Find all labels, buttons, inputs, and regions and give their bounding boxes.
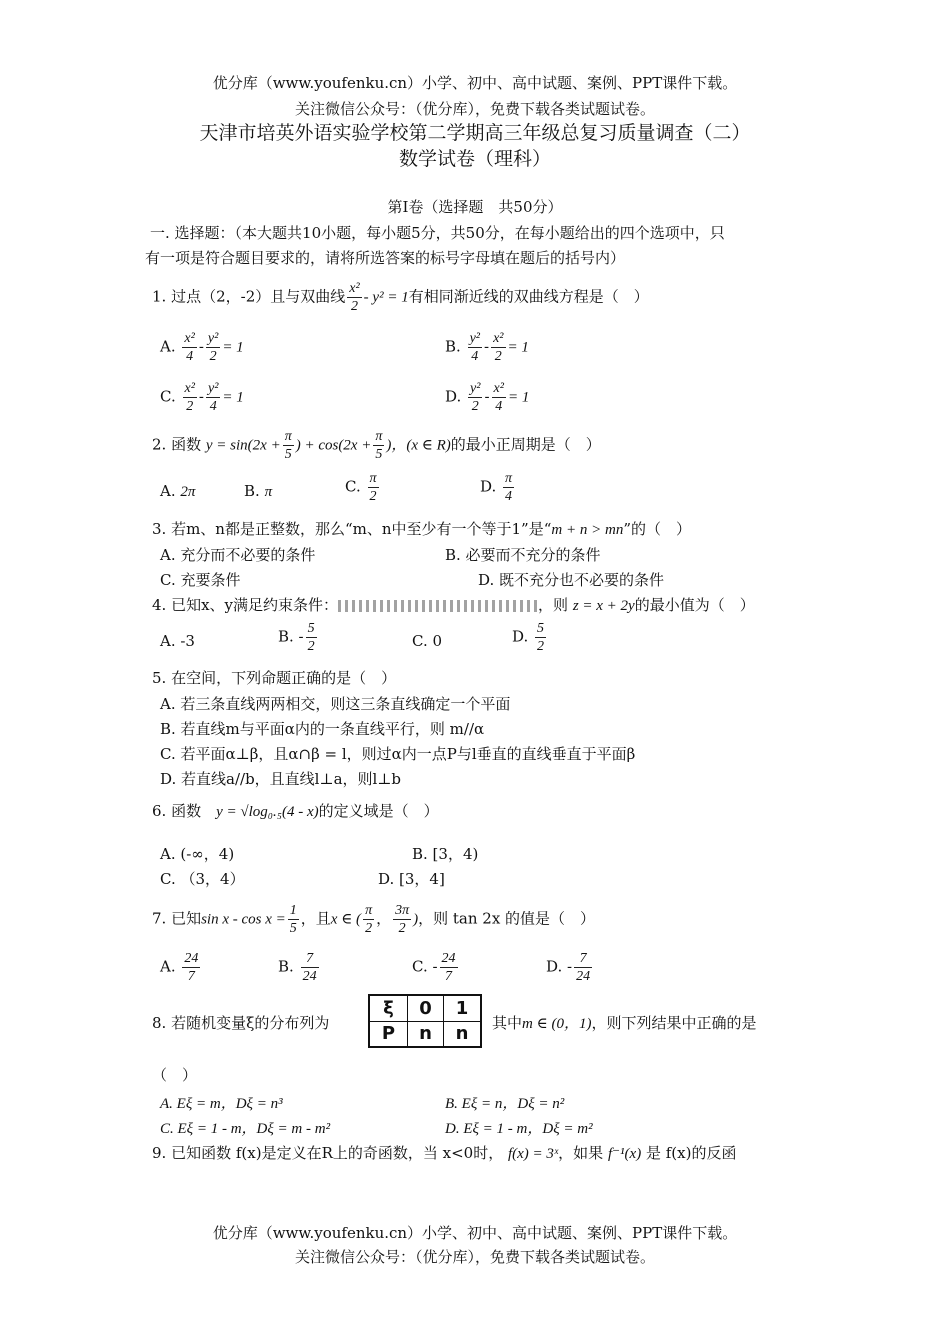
question-3-option-d[interactable]: D. 既不充分也不必要的条件 <box>478 571 665 589</box>
question-6-option-b[interactable]: B. [3，4) <box>412 845 479 863</box>
question-4-option-d[interactable]: D. $\frac{5}{2}$ <box>512 621 545 654</box>
question-3-option-b[interactable]: B. 必要而不充分的条件 <box>445 546 601 564</box>
question-7-option-d[interactable]: D. - $\frac{7}{24}$ <box>546 951 591 984</box>
page-title: 天津市培英外语实验学校第二学期高三年级总复习质量调查（二） <box>199 122 751 144</box>
question-3-option-a[interactable]: A. 充分而不必要的条件 <box>160 546 316 564</box>
question-3-option-c[interactable]: C. 充要条件 <box>160 571 241 589</box>
table-cell: P <box>369 1021 407 1047</box>
table-cell: 1 <box>444 995 481 1021</box>
question-2-option-b[interactable]: B. π <box>244 482 273 500</box>
question-8-answer-paren: （ ） <box>152 1066 198 1084</box>
question-2-option-d[interactable]: D. $\frac{\pi}{4}$ <box>480 471 513 504</box>
question-4-stem: 4. 已知x、y满足约束条件： ，则 z = x + 2y的最小值为（ ） <box>152 596 755 614</box>
question-6-option-d[interactable]: D. [3，4] <box>378 870 445 888</box>
question-1-option-d[interactable]: D. $\frac{\text{y²}}{2}$ - $\frac{\text{x²}}{4}$ = 1 <box>445 381 530 414</box>
question-7-stem: 7. 已知sin x - cos x = $\frac{1}{5}$ ，且x ∈ ( $\frac{\pi}{2}$ ， $\frac{3\pi}{2}$ )，则 tan 2x 的值是（ ） <box>152 903 596 936</box>
question-2-option-a[interactable]: A. 2π <box>160 482 196 500</box>
table-row <box>369 1021 481 1047</box>
question-5-option-a[interactable]: A. 若三条直线两两相交，则这三条直线确定一个平面 <box>160 695 511 713</box>
question-2-option-c[interactable]: C. $\frac{\pi}{2}$ <box>345 471 377 504</box>
question-4-option-c[interactable]: C. 0 <box>412 632 443 650</box>
distribution-table <box>368 994 482 1048</box>
question-1-option-a[interactable]: A. $\frac{\text{x²}}{4}$ - $\frac{\text{y²}}{2}$ = 1 <box>160 331 244 364</box>
question-6-option-c[interactable]: C. （3，4） <box>160 870 245 888</box>
fraction: $\frac{\text{x²}}{2}$ <box>349 281 360 314</box>
question-1-option-b[interactable]: B. $\frac{\text{y²}}{4}$ - $\frac{\text{x²}}{2}$ = 1 <box>445 331 529 364</box>
question-2-stem: 2. 函数 y = sin(2x + $\frac{\pi}{5}$ ) + cos(2x + $\frac{\pi}{5}$ )，(x ∈ R)的最小正周期是（ ） <box>152 429 601 462</box>
question-4-option-a[interactable]: A. -3 <box>160 632 195 650</box>
section-heading: 第I卷（选择题 共50分） <box>387 198 563 216</box>
question-7-option-a[interactable]: A. $\frac{24}{7}$ <box>160 951 199 984</box>
question-5-option-c[interactable]: C. 若平面α⊥β，且α∩β = l，则过α内一点P与l垂直的直线垂直于平面β <box>160 745 636 763</box>
question-6-option-a[interactable]: A. (-∞，4) <box>160 845 235 863</box>
header-watermark-line2: 关注微信公众号：（优分库），免费下载各类试题试卷。 <box>294 100 655 118</box>
question-6-stem: 6. 函数 y = √log₀.₅(4 - x)的定义域是（ ） <box>152 802 439 820</box>
header-watermark-line1: 优分库（www.youfenku.cn）小学、初中、高中试题、案例、PPT课件下载。 <box>212 74 738 92</box>
table-cell: 0 <box>407 995 443 1021</box>
question-9-stem: 9. 已知函数 f(x)是定义在R上的奇函数，当 x<0时， f(x) = 3ˣ，如果 f⁻¹(x) 是 f(x)的反函 <box>152 1144 737 1162</box>
question-8-option-d[interactable]: D. Eξ = 1 - m，Dξ = m² <box>445 1121 593 1137</box>
table-cell: ξ <box>369 995 407 1021</box>
question-8-option-a[interactable]: A. Eξ = m，Dξ = n³ <box>160 1096 283 1112</box>
question-8-stem-a: 8. 若随机变量ξ的分布列为 <box>152 1014 330 1032</box>
question-1-stem: 1. 过点（2，-2）且与双曲线 $\frac{\text{x²}}{2}$ - y² = 1有相同渐近线的双曲线方程是（ ） <box>152 281 649 314</box>
table-row <box>369 995 481 1021</box>
question-3-stem: 3. 若m、n都是正整数，那么“m、n中至少有一个等于1”是“m + n > mn”的（ ） <box>152 520 691 538</box>
constraint-image <box>338 600 538 612</box>
section-intro-line2: 有一项是符合题目要求的，请将所选答案的标号字母填在题后的括号内） <box>145 249 626 267</box>
footer-watermark-line1: 优分库（www.youfenku.cn）小学、初中、高中试题、案例、PPT课件下载。 <box>212 1224 738 1242</box>
footer-watermark-line2: 关注微信公众号：（优分库），免费下载各类试题试卷。 <box>294 1248 655 1266</box>
section-intro-line1: 一. 选择题：（本大题共10小题，每小题5分，共50分，在每小题给出的四个选项中，只 <box>150 224 725 242</box>
question-7-option-b[interactable]: B. $\frac{7}{24}$ <box>278 951 317 984</box>
question-5-option-d[interactable]: D. 若直线a//b，且直线l⊥a，则l⊥b <box>160 770 402 788</box>
question-7-option-c[interactable]: C. - $\frac{24}{7}$ <box>412 951 456 984</box>
question-8-option-b[interactable]: B. Eξ = n，Dξ = n² <box>445 1096 565 1112</box>
question-8-option-c[interactable]: C. Eξ = 1 - m，Dξ = m - m² <box>160 1121 331 1137</box>
table-cell: n <box>444 1021 481 1047</box>
question-4-option-b[interactable]: B. - $\frac{5}{2}$ <box>278 621 315 654</box>
question-8-stem-b: 其中m ∈ (0，1)，则下列结果中正确的是 <box>492 1014 757 1032</box>
table-cell: n <box>407 1021 443 1047</box>
page-subtitle: 数学试卷（理科） <box>398 148 551 170</box>
question-5-option-b[interactable]: B. 若直线m与平面α内的一条直线平行，则 m//α <box>160 720 485 738</box>
question-5-stem: 5. 在空间，下列命题正确的是（ ） <box>152 669 397 687</box>
question-1-option-c[interactable]: C. $\frac{\text{x²}}{2}$ - $\frac{\text{y²}}{4}$ = 1 <box>160 381 244 414</box>
